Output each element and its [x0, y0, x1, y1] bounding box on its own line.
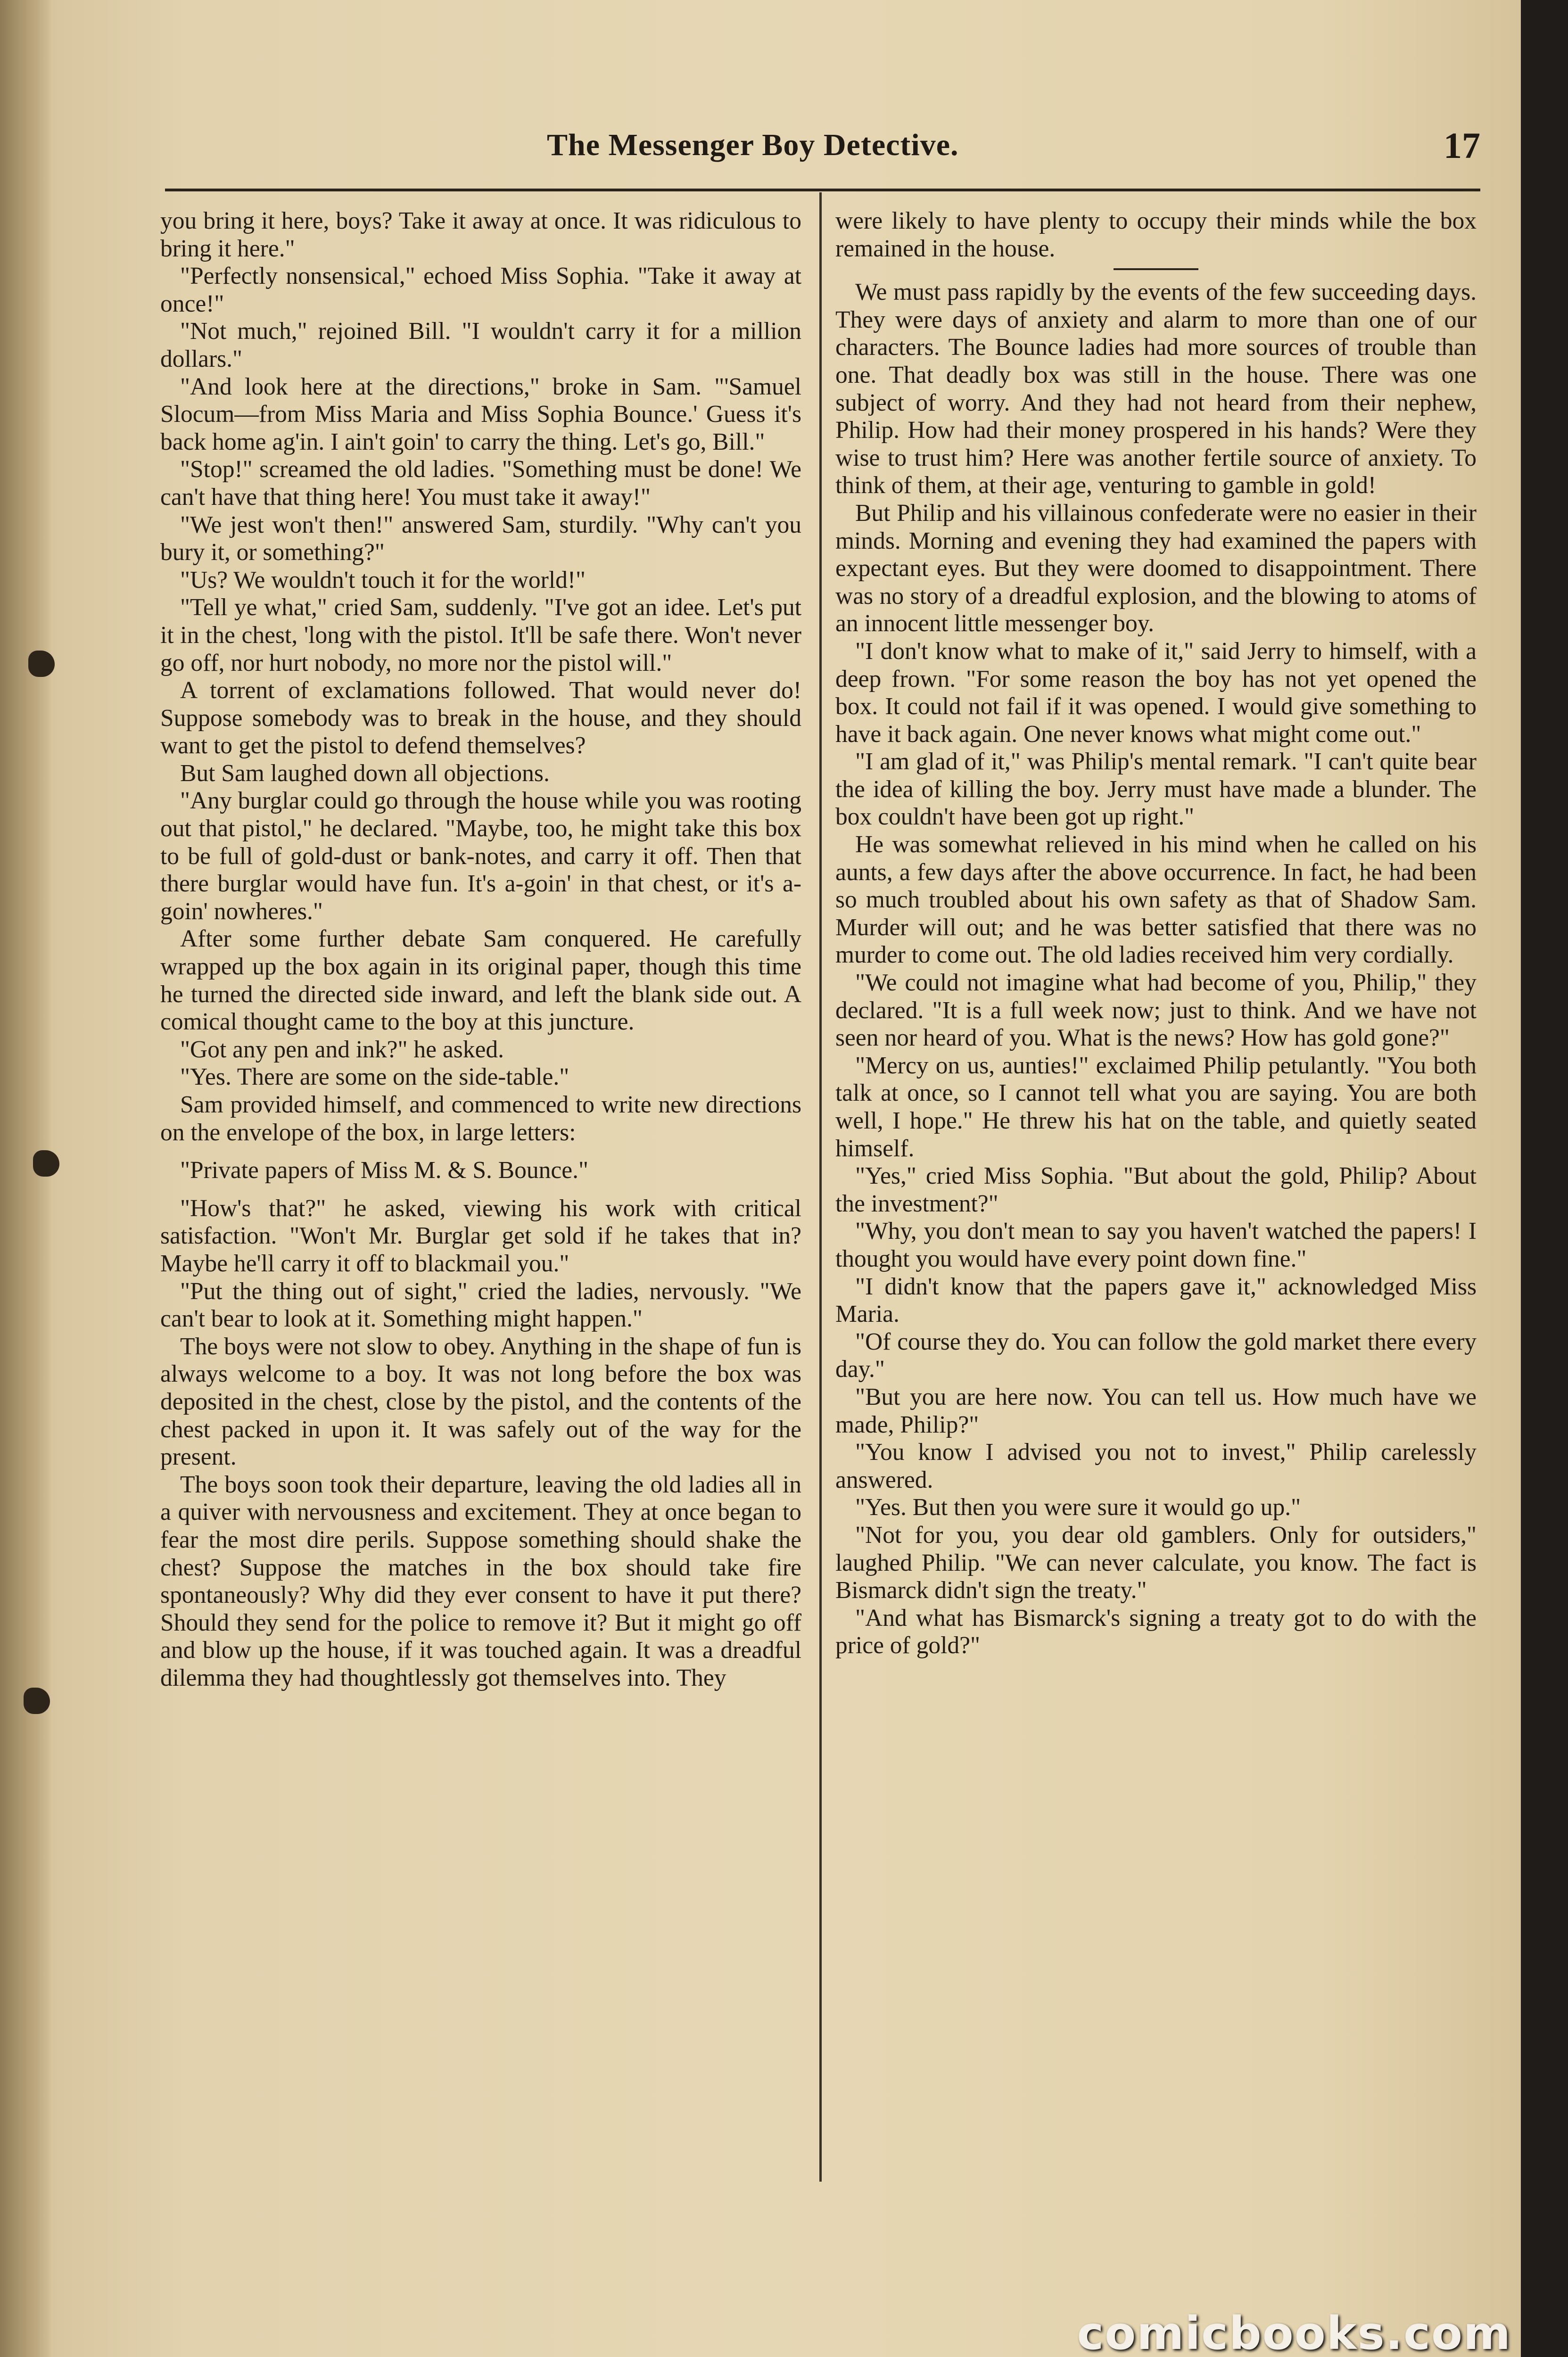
paragraph: The boys were not slow to obey. Anything in the shape of fun is always welcome to a boy. It was not long before the box was deposited in the chest, close by the pistol, and the contents of the chest packed in upon it. It was safely out of the way for the present.: [160, 1333, 801, 1471]
right-column-top: [835, 207, 1477, 263]
running-title: The Messenger Boy Detective.: [547, 128, 959, 162]
paragraph: "Perfectly nonsensical," echoed Miss Sophia. "Take it away at once!": [160, 263, 801, 317]
paragraph: A torrent of exclamations followed. That would never do! Suppose somebody was to break in the house, and they should want to get the pistol to defend themselves?: [160, 677, 801, 759]
paragraph: you bring it here, boys? Take it away at once. It was ridiculous to bring it here.": [160, 207, 801, 262]
paragraph: "Mercy on us, aunties!" exclaimed Philip petulantly. "You both talk at once, so I cannot tell what you are saying. You are both well, I hope." He threw his hat on the table, and quietly seated himself.: [835, 1052, 1477, 1162]
binding-hole: [24, 1688, 50, 1714]
binding-hole: [33, 1150, 59, 1177]
paragraph: "Yes. There are some on the side-table.": [180, 1063, 569, 1091]
paragraph: "Got any pen and ink?" he asked.: [180, 1036, 504, 1063]
paragraph: "Yes. But then you were sure it would go up.": [855, 1494, 1301, 1521]
paragraph: The boys soon took their departure, leaving the old ladies all in a quiver with nervousness and excitement. They at once began to fear the most dire perils. Suppose something should shake the chest? Suppose the matches in the box should take fire spontaneously? Why did they ever consent to have it put there? Should they send for the police to remove it? But it might go off and blow up the house, if it was touched again. It was a dreadful dilemma they had thoughtlessly got themselves into. They: [160, 1471, 801, 1691]
left-column: [160, 207, 801, 1692]
paragraph: "Tell ye what," cried Sam, suddenly. "I've got an idee. Let's put it in the chest, 'long with the pistol. It'll be safe there. Won't never go off, nor hurt nobody, no more nor the pistol will.": [160, 594, 801, 676]
paragraph: "Stop!" screamed the old ladies. "Something must be done! We can't have that thing here! You must take it away!": [160, 456, 801, 511]
paragraph: "We could not imagine what had become of you, Philip," they declared. "It is a full week now; just to think. And we have not seen nor heard of you. What is the news? How has gold gone?": [835, 969, 1477, 1052]
header-rule: [165, 189, 1480, 191]
paragraph: "Any burglar could go through the house while you was rooting out that pistol," he declared. "Maybe, too, he might take this box to be full of gold-dust or bank-notes, and carry it off. Then that there burglar would have fun. It's a-goin' in that chest, or it's a-goin' nowheres.": [160, 787, 801, 925]
paragraph: But Sam laughed down all objections.: [180, 759, 550, 787]
paragraph: After some further debate Sam conquered. He carefully wrapped up the box again in its original paper, though this time he turned the directed side inward, and left the blank side out. A comical thought came to the boy at this juncture.: [160, 925, 801, 1036]
paragraph: "But you are here now. You can tell us. How much have we made, Philip?": [835, 1383, 1477, 1438]
paragraph: "I don't know what to make of it," said Jerry to himself, with a deep frown. "For some reason the boy has not yet opened the box. It could not fail if it was opened. I would give something to have it back again. One never knows what might come out.": [835, 637, 1477, 748]
scan-background-edge: [1521, 0, 1568, 2357]
paragraph: "How's that?" he asked, viewing his work with critical satisfaction. "Won't Mr. Burglar get sold if he takes that in? Maybe he'll carry it off to blackmail you.": [160, 1195, 801, 1277]
running-header: [160, 118, 1480, 179]
paragraph: "We jest won't then!" answered Sam, sturdily. "Why can't you bury it, or something?": [160, 511, 801, 566]
column-divider: [819, 192, 822, 2182]
paragraph: "Private papers of Miss M. & S. Bounce.": [180, 1157, 588, 1184]
paragraph: "Not much," rejoined Bill. "I wouldn't carry it for a million dollars.": [160, 318, 801, 372]
paragraph: "I didn't know that the papers gave it," acknowledged Miss Maria.: [835, 1273, 1477, 1328]
paragraph: "And look here at the directions," broke in Sam. "'Samuel Slocum—from Miss Maria and Miss Sophia Bounce.' Guess it's back home ag'in. I ain't goin' to carry the thing. Let's go, Bill.": [160, 373, 801, 455]
right-column-body: [835, 279, 1477, 1660]
paragraph: But Philip and his villainous confederate were no easier in their minds. Morning and evening they had examined the papers with expectant eyes. But they were doomed to disappointment. There was no story of a dreadful explosion, and the blowing to atoms of an innocent little messenger boy.: [835, 499, 1477, 637]
binding-hole: [28, 651, 55, 677]
page-number: 17: [1444, 125, 1480, 166]
paragraph: "And what has Bismarck's signing a treaty got to do with the price of gold?": [835, 1604, 1477, 1659]
binding-holes: [14, 0, 52, 2357]
section-break-rule: [1114, 268, 1198, 270]
paragraph: We must pass rapidly by the events of the few succeeding days. They were days of anxiety and alarm to more than one of our characters. The Bounce ladies had more sources of trouble than one. That deadly box was still in the house. There was one subject of worry. And they had not heard from their nephew, Philip. How had their money prospered in his hands? Were they wise to trust him? Here was another fertile source of anxiety. To think of them, at their age, venturing to gamble in gold!: [835, 279, 1477, 499]
paragraph: "Why, you don't mean to say you haven't watched the papers! I thought you would have every point down fine.": [835, 1218, 1477, 1272]
paragraph: Sam provided himself, and commenced to write new directions on the envelope of the box, in large letters:: [160, 1091, 801, 1146]
paragraph: "Yes," cried Miss Sophia. "But about the gold, Philip? About the investment?": [835, 1162, 1477, 1217]
paragraph: were likely to have plenty to occupy their minds while the box remained in the house.: [835, 207, 1477, 262]
paragraph: "Not for you, you dear old gamblers. Only for outsiders," laughed Philip. "We can never calculate, you know. The fact is Bismarck didn't sign the treaty.": [835, 1521, 1477, 1604]
paragraph: "I am glad of it," was Philip's mental remark. "I can't quite bear the idea of killing the boy. Jerry must have made a blunder. The box couldn't have been got up right.": [835, 748, 1477, 831]
watermark: comicbooks.com: [1077, 2307, 1511, 2357]
right-column: [835, 207, 1477, 1660]
paragraph: "Of course they do. You can follow the gold market there every day.": [835, 1328, 1477, 1383]
paragraph: "Us? We wouldn't touch it for the world!": [180, 566, 586, 593]
paragraph: He was somewhat relieved in his mind when he called on his aunts, a few days after the above occurrence. In fact, he had been so much troubled about his own safety as that of Shadow Sam. Murder will out; and he was better satisfied that there was no murder to come out. The old ladies received him very cordially.: [835, 831, 1477, 969]
paragraph: "Put the thing out of sight," cried the ladies, nervously. "We can't bear to look at it. Something might happen.": [160, 1277, 801, 1333]
paragraph: "You know I advised you not to invest," Philip carelessly answered.: [835, 1439, 1477, 1493]
